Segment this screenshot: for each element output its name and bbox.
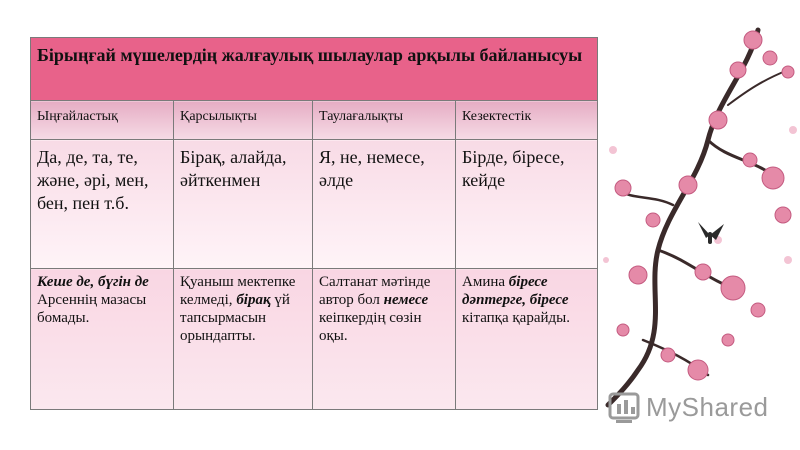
column-header: Ыңғайластық bbox=[31, 101, 174, 140]
watermark-text: MyShared bbox=[646, 392, 769, 422]
example-cell bbox=[313, 269, 456, 410]
example-text: Арсеннің мазасы бомады. bbox=[37, 292, 147, 326]
conjunction-cell: Я, не, немесе, әлде bbox=[313, 140, 456, 269]
myshared-logo-icon bbox=[608, 390, 644, 426]
example-emphasis: біресе дәптерге, біресе bbox=[462, 274, 569, 308]
example-emphasis: бірақ bbox=[236, 292, 271, 308]
column-header: Кезектестік bbox=[456, 101, 598, 140]
example-text: үй тапсырмасын орындапты. bbox=[180, 292, 290, 344]
conjunction-cell: Бірде, біресе, кейде bbox=[456, 140, 598, 269]
example-row bbox=[31, 269, 598, 410]
conjunction-table bbox=[30, 37, 598, 410]
example-cell bbox=[31, 269, 174, 410]
conjunction-cell: Да, де, та, те, және, әрі, мен, бен, пен т.б. bbox=[31, 140, 174, 269]
example-cell bbox=[174, 269, 313, 410]
header-row bbox=[31, 101, 598, 140]
example-cell bbox=[456, 269, 598, 410]
conjunction-row bbox=[31, 140, 598, 269]
example-text: кеіпкердің сөзін оқы. bbox=[319, 310, 422, 344]
conjunction-cell: Бірақ, алайда, әйткенмен bbox=[174, 140, 313, 269]
example-text: Салтанат мәтінде автор бол bbox=[319, 274, 431, 308]
example-text: кітапқа қарайды. bbox=[462, 310, 570, 326]
example-emphasis: немесе bbox=[383, 292, 429, 308]
example-emphasis: Кеше де, бүгін де bbox=[37, 274, 149, 290]
example-text: Қуаныш мектепке келмеді, bbox=[180, 274, 296, 308]
table-title: Бірыңғай мүшелердің жалғаулық шылаулар арқылы байланысуы bbox=[31, 38, 598, 101]
column-header: Қарсылықты bbox=[174, 101, 313, 140]
cherry-blossom-branch bbox=[598, 10, 798, 410]
example-text: Амина bbox=[462, 274, 509, 290]
column-header: Таулағалықты bbox=[313, 101, 456, 140]
